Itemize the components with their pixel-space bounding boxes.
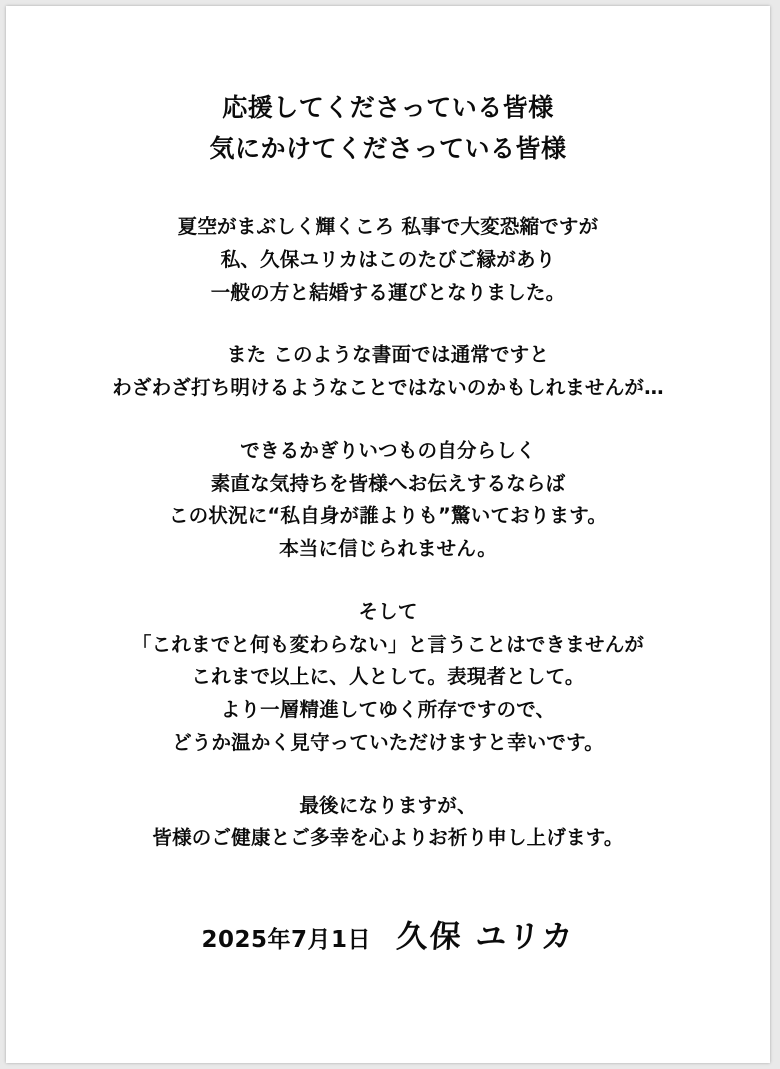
page-title [6,88,770,169]
paragraph-5-line-1: 最後になりますが、 [299,793,477,817]
paragraph-1-line-1: 夏空がまぶしく輝くころ 私事で大変恐縮ですが [177,215,599,238]
paragraph-2-line-2: わざわざ打ち明けるようなことではないのかもしれませんが… [112,376,664,399]
document-body [6,211,770,855]
paragraph-5-line-2: 皆様のご健康とご多幸を心よりお祈り申し上げます。 [152,826,624,850]
paragraph-1 [6,211,770,309]
heading-line-1: 応援してくださっている皆様 [222,93,554,122]
paragraph-3-line-1: できるかぎりいつもの自分らしく [240,438,536,462]
signature-name: 久保 ユリカ [395,919,576,955]
paragraph-1-line-2: 私、久保ユリカはこのたびご縁があり [220,247,556,271]
paragraph-4-line-2: 「これまでと何も変わらない」と言うことはできませんが [131,632,645,656]
paragraph-2 [6,339,770,405]
signature-date: 2025年7月1日 [201,927,372,953]
paragraph-4-line-5: どうか温かく見守っていただけますと幸いです。 [172,730,604,754]
paragraph-3-line-2: 素直な気持ちを皆様へお伝えするならば [210,471,566,495]
document-sheet [6,6,770,1063]
signature-block [6,911,770,956]
document-content [6,6,770,956]
paragraph-3-line-3: この状況に“私自身が誰よりも”驚いております。 [168,504,608,528]
paragraph-3 [6,435,770,566]
paragraph-4-line-3: これまで以上に、人として。表現者として。 [191,665,585,689]
paragraph-2-line-1: また このような書面では通常ですと [226,343,550,367]
paragraph-4-line-1: そして [358,599,418,623]
paragraph-3-line-4: 本当に信じられません。 [279,537,497,560]
heading-line-2: 気にかけてくださっている皆様 [209,133,567,163]
paragraph-4-line-4: より一層精進してゆく所存ですので、 [220,698,556,721]
paragraph-1-line-3: 一般の方と結婚する運びとなりました。 [210,280,566,304]
paragraph-5 [6,790,770,856]
paragraph-4 [6,596,770,760]
